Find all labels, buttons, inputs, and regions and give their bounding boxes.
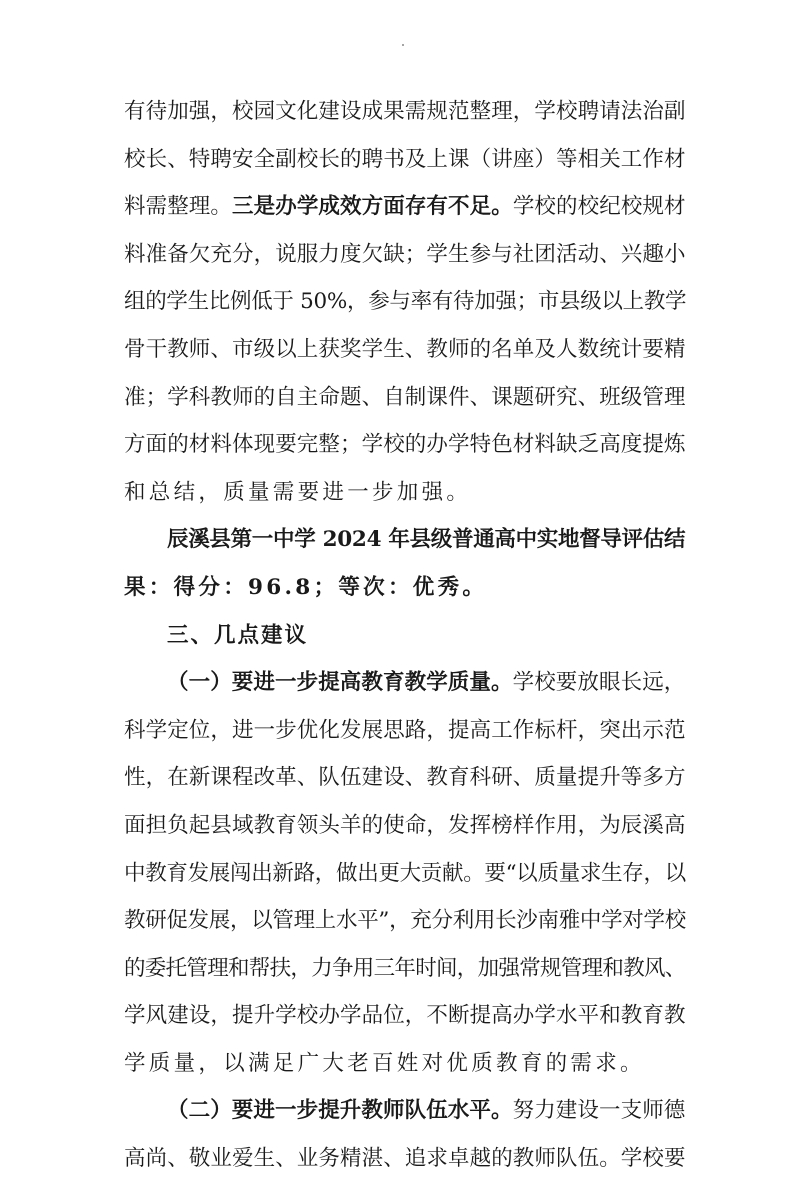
text-line xyxy=(124,754,689,802)
text-line xyxy=(124,1040,689,1088)
section-heading: 三、几点建议 xyxy=(167,622,309,648)
text-run: 校长、特聘安全副校长的聘书及上课（讲座）等相关工作材 xyxy=(124,146,686,172)
text-run: 组的学生比例低于 50%，参与率有待加强；市县级以上教学 xyxy=(124,289,687,315)
text-run: 和总结，质量需要进一步加强。 xyxy=(124,479,472,505)
paragraph-evaluation-result xyxy=(124,516,689,611)
text-line xyxy=(124,897,689,945)
text-line xyxy=(124,564,689,612)
text-line xyxy=(124,278,689,326)
text-line xyxy=(124,945,689,993)
text-line xyxy=(124,469,689,517)
bold-run: 三是办学成效方面存有不足。 xyxy=(232,194,513,220)
text-line xyxy=(124,231,689,279)
text-run: 学校要放眼长远， xyxy=(512,670,686,696)
text-run: 骨干教师、市级以上获奖学生、教师的名单及人数统计要精 xyxy=(124,336,686,362)
text-run: 方面的材料体现要完整；学校的办学特色材料缺乏高度提炼 xyxy=(124,432,686,458)
text-run: 的委托管理和帮扶，力争用三年时间，加强常规管理和教风、 xyxy=(124,955,686,981)
text-run: 学质量，以满足广大老百姓对优质教育的需求。 xyxy=(124,1050,645,1076)
text-run: 料准备欠充分，说服力度欠缺；学生参与社团活动、兴趣小 xyxy=(124,241,686,267)
text-run: 中教育发展闯出新路，做出更大贡献。要“以质量求生存，以 xyxy=(124,860,686,886)
scan-speck xyxy=(402,44,404,46)
text-run: 学风建设，提升学校办学品位，不断提高办学水平和教育教 xyxy=(124,1003,686,1029)
paragraph-suggestion-1 xyxy=(124,659,689,1087)
paragraph-shortcomings xyxy=(124,88,689,516)
bold-run: 辰溪县第一中学 2024 年县级普通高中实地督导评估结 xyxy=(167,527,686,553)
text-line xyxy=(124,1087,689,1135)
text-line xyxy=(124,374,689,422)
text-run: 教研促发展，以管理上水平”，充分利用长沙南雅中学对学校 xyxy=(124,908,686,934)
text-run: 科学定位，进一步优化发展思路，提高工作标杆，突出示范 xyxy=(124,717,686,743)
text-line xyxy=(124,136,689,184)
paragraph-suggestion-2 xyxy=(124,1087,689,1182)
text-run: 料需整理。 xyxy=(124,194,233,220)
text-line xyxy=(124,659,689,707)
document-page xyxy=(124,88,689,1183)
text-run: 高尚、敬业爱生、业务精湛、追求卓越的教师队伍。学校要 xyxy=(124,1146,686,1172)
text-run: 准；学科教师的自主命题、自制课件、课题研究、班级管理 xyxy=(124,384,686,410)
text-line xyxy=(124,88,689,136)
bold-run: （一）要进一步提高教育教学质量。 xyxy=(167,670,513,696)
text-line xyxy=(124,802,689,850)
text-line xyxy=(124,992,689,1040)
text-line xyxy=(124,326,689,374)
bold-run: （二）要进一步提升教师队伍水平。 xyxy=(167,1098,513,1124)
text-run: 学校的校纪校规材 xyxy=(512,194,686,220)
text-run: 性，在新课程改革、队伍建设、教育科研、质量提升等多方 xyxy=(124,765,686,791)
text-line xyxy=(124,183,689,231)
bold-run: 果：得分：96.8；等次：优秀。 xyxy=(124,574,488,600)
text-run: 面担负起县域教育领头羊的使命，发挥榜样作用，为辰溪高 xyxy=(124,812,686,838)
text-line xyxy=(124,707,689,755)
text-line xyxy=(124,1135,689,1183)
text-run: 努力建设一支师德 xyxy=(512,1098,686,1124)
text-line xyxy=(124,516,689,564)
text-run: 有待加强，校园文化建设成果需规范整理，学校聘请法治副 xyxy=(124,99,686,124)
text-line xyxy=(124,421,689,469)
text-line xyxy=(124,850,689,898)
